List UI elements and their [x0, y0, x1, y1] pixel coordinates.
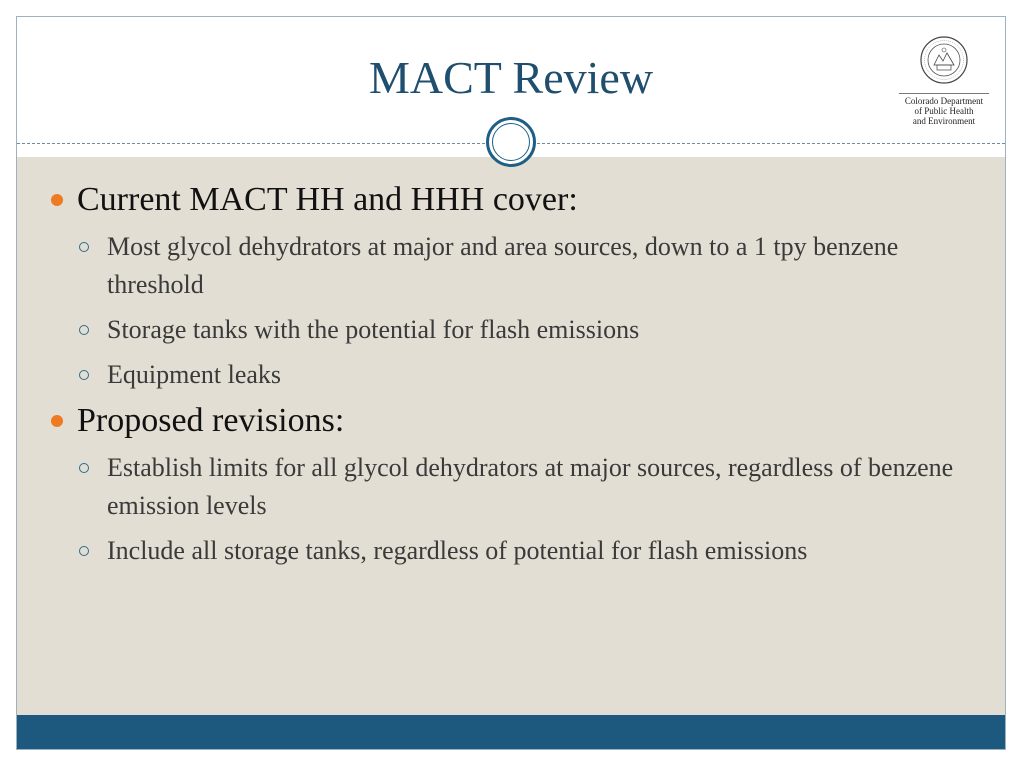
circle-ornament-icon [486, 117, 536, 167]
bullet-level1 [17, 180, 1005, 220]
bullet-text: Current MACT HH and HHH cover: [77, 181, 578, 218]
bullet-ring-icon [79, 463, 89, 473]
slide [16, 16, 1006, 750]
cdphe-logo [899, 35, 989, 126]
bullet-ring-icon [79, 325, 89, 335]
bullet-text: Storage tanks with the potential for flash emissions [107, 315, 640, 344]
bullet-text: Most glycol dehydrators at major and area sources, down to a 1 tpy benzene threshold [107, 232, 899, 299]
bullet-level1 [17, 401, 1005, 441]
slide-title: MACT Review [368, 52, 654, 103]
bullet-ring-icon [79, 546, 89, 556]
bullet-dot-icon [51, 415, 63, 427]
bullet-list [17, 180, 1005, 577]
bullet-ring-icon [79, 242, 89, 252]
logo-line-2: of Public Health [914, 106, 974, 116]
bullet-text: Include all storage tanks, regardless of potential for flash emissions [107, 536, 808, 565]
bullet-ring-icon [79, 370, 89, 380]
bullet-level2 [17, 449, 1005, 525]
bullet-text: Proposed revisions: [77, 402, 345, 439]
bullet-text: Equipment leaks [107, 360, 282, 389]
state-seal-icon [919, 35, 969, 85]
logo-line-1: Colorado Department [904, 96, 984, 106]
logo-text [899, 93, 989, 126]
bullet-dot-icon [51, 194, 63, 206]
bullet-level2 [17, 532, 1005, 570]
bullet-level2 [17, 356, 1005, 394]
bullet-level2 [17, 228, 1005, 304]
logo-line-3: and Environment [912, 116, 976, 126]
bullet-text: Establish limits for all glycol dehydrators at major sources, regardless of benzene emission levels [107, 453, 954, 520]
bullet-level2 [17, 311, 1005, 349]
footer-bar [17, 715, 1005, 749]
